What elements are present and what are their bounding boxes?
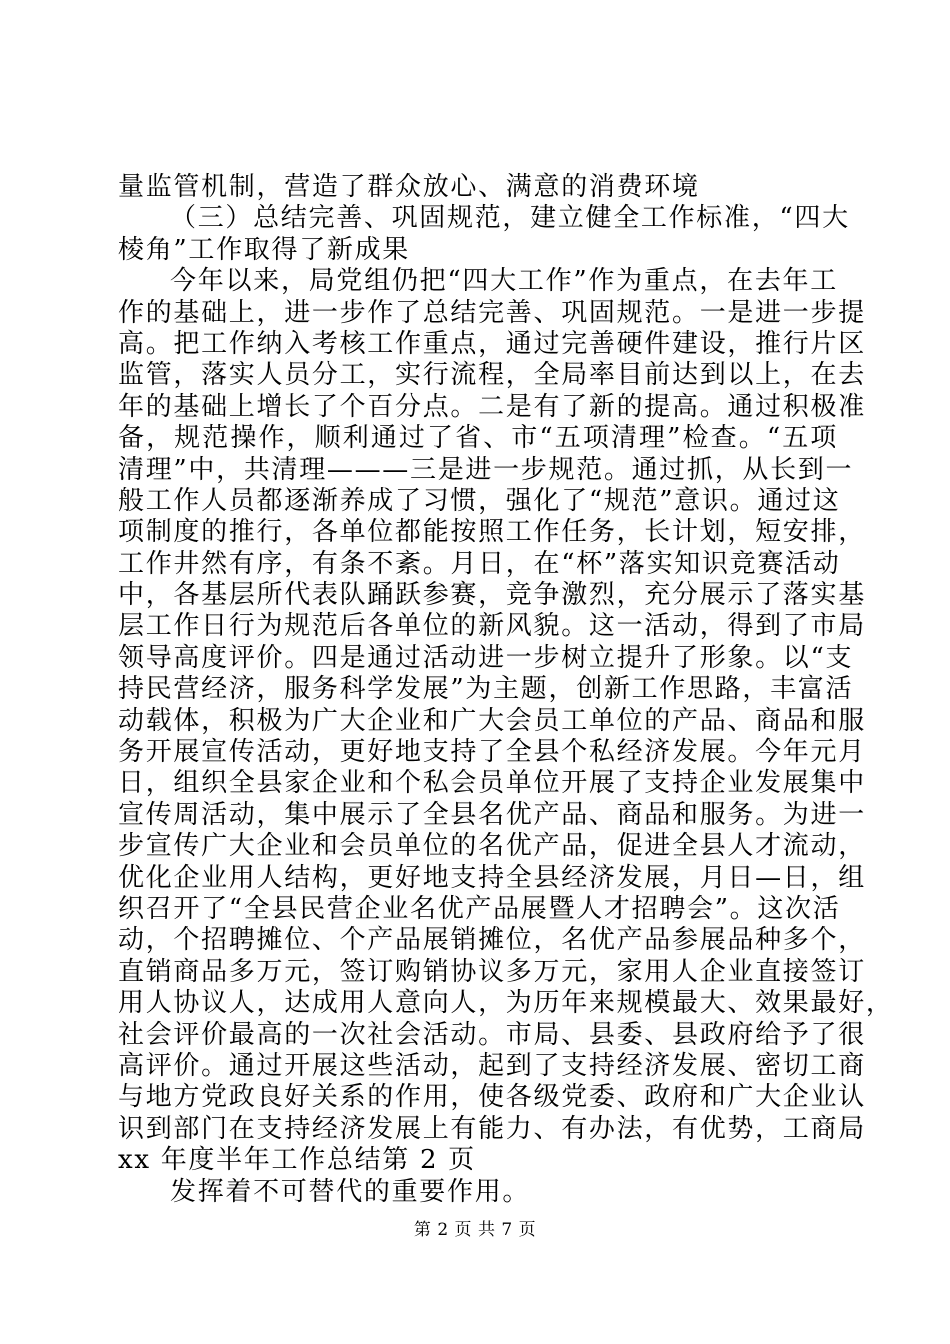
paragraph-line-7: 清理”中，共清理———三是进一步规范。通过抓，从长到一: [118, 454, 854, 485]
paragraph-line-5: 年的基础上增长了个百分点。二是有了新的提高。通过积极准: [118, 391, 866, 422]
section-heading-line-2: 棱角”工作取得了新成果: [118, 234, 410, 265]
paragraph-line-21: 织召开了“全县民营企业名优产品展暨人才招聘会”。这次活: [118, 893, 841, 924]
paragraph-line-22: 动，个招聘摊位、个产品展销摊位，名优产品参展品种多个，: [118, 925, 866, 956]
paragraph-line-8: 般工作人员都逐渐养成了习惯，强化了“规范”意识。通过这: [118, 485, 841, 516]
paragraph-line-19: 步宣传广大企业和会员单位的名优产品，促进全县人才流动，: [118, 831, 866, 862]
paragraph-line-4: 监管，落实人员分工，实行流程，全局率目前达到以上，在去: [118, 360, 866, 391]
paragraph-line-6: 备，规范操作，顺利通过了省、市“五项清理”检查。“五项: [118, 423, 838, 454]
paragraph-line-25: 社会评价最高的一次社会活动。市局、县委、县政府给予了很: [118, 1019, 866, 1050]
paragraph-line-9: 项制度的推行，各单位都能按照工作任务，长计划，短安排，: [118, 517, 866, 548]
page-marker-line: xx 年度半年工作总结第 2 页: [118, 1145, 476, 1176]
paragraph-line-3: 高。把工作纳入考核工作重点，通过完善硬件建设，推行片区: [118, 328, 866, 359]
page-footer: 第 2 页 共 7 页: [413, 1220, 537, 1240]
paragraph-line-27: 与地方党政良好关系的作用，使各级党委、政府和广大企业认: [118, 1082, 866, 1113]
paragraph-line-17: 日，组织全县家企业和个私会员单位开展了支持企业发展集中: [118, 768, 866, 799]
text-line-1: 量监管机制，营造了群众放心、满意的消费环境: [118, 172, 700, 202]
paragraph-line-20: 优化企业用人结构，更好地支持全县经济发展，月日—日，组: [118, 862, 866, 893]
paragraph-line-15: 动载体，积极为广大企业和广大会员工单位的产品、商品和服: [118, 705, 866, 736]
document-body: [118, 172, 894, 1208]
paragraph-line-1: 今年以来，局党组仍把“四大工作”作为重点，在去年工: [170, 266, 838, 297]
paragraph-line-18: 宣传周活动，集中展示了全县名优产品、商品和服务。为进一: [118, 799, 866, 830]
paragraph-line-28: 识到部门在支持经济发展上有能力、有办法，有优势，工商局: [118, 1113, 866, 1144]
closing-line: 发挥着不可替代的重要作用。: [170, 1176, 531, 1207]
paragraph-line-10: 工作井然有序，有条不紊。月日，在“杯”落实知识竞赛活动: [118, 548, 841, 579]
paragraph-line-11: 中，各基层所代表队踊跃参赛，竞争激烈，充分展示了落实基: [118, 580, 866, 611]
section-heading-line-1: （三）总结完善、巩固规范，建立健全工作标准，“四大: [170, 203, 850, 234]
paragraph-line-14: 持民营经济，服务科学发展”为主题，创新工作思路，丰富活: [118, 674, 854, 705]
paragraph-line-2: 作的基础上，进一步作了总结完善、巩固规范。一是进一步提: [118, 297, 866, 328]
paragraph-line-23: 直销商品多万元，签订购销协议多万元，家用人企业直接签订: [118, 956, 866, 987]
paragraph-line-16: 务开展宣传活动，更好地支持了全县个私经济发展。今年元月: [118, 737, 866, 768]
paragraph-line-24: 用人协议人，达成用人意向人，为历年来规模最大、效果最好，: [118, 988, 894, 1019]
paragraph-line-26: 高评价。通过开展这些活动，起到了支持经济发展、密切工商: [118, 1050, 866, 1081]
paragraph-line-12: 层工作日行为规范后各单位的新风貌。这一活动，得到了市局: [118, 611, 866, 642]
paragraph-line-13: 领导高度评价。四是通过活动进一步树立提升了形象。以“支: [118, 642, 854, 673]
